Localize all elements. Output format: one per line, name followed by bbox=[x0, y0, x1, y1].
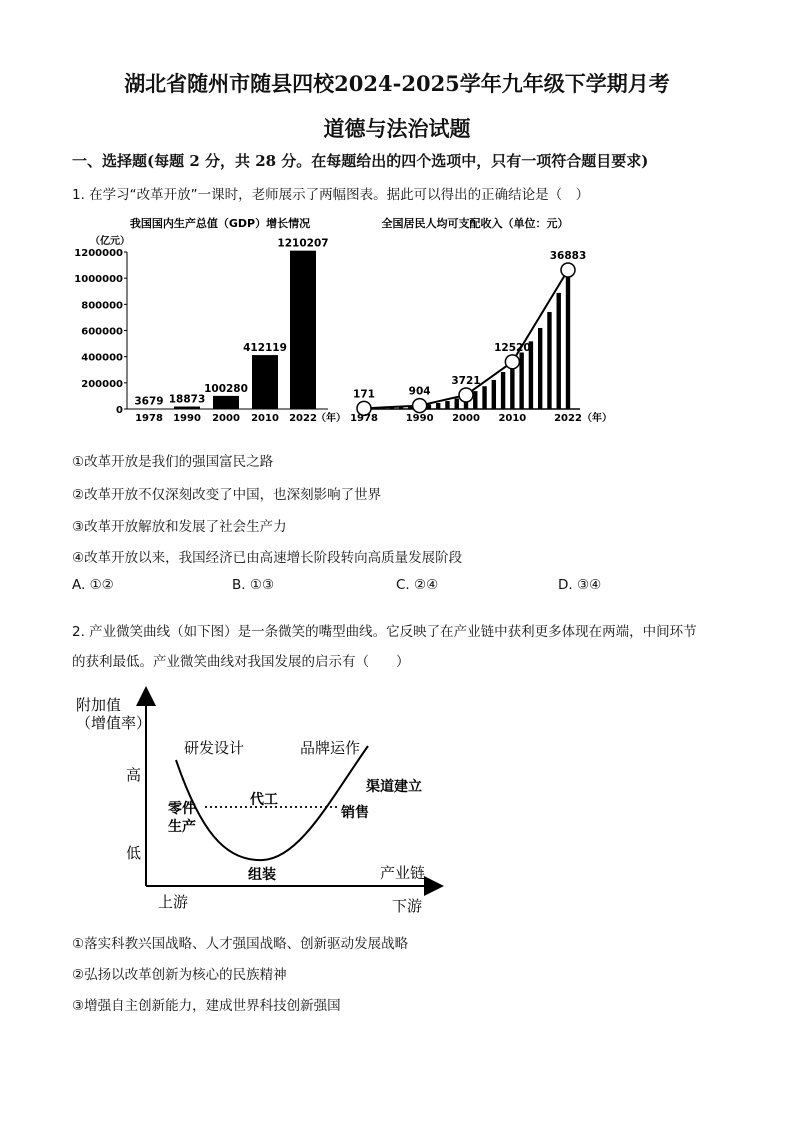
income-bar bbox=[482, 386, 486, 409]
income-bar bbox=[501, 372, 505, 409]
income-point-label: 36883 bbox=[549, 250, 587, 262]
income-point-marker bbox=[505, 355, 519, 369]
gdp-x-unit: （年） bbox=[316, 413, 346, 424]
gdp-x-tick-label: 2022 bbox=[289, 413, 317, 424]
brand-label: 品牌运作 bbox=[300, 739, 361, 757]
chain-axis-label: 产业链 bbox=[380, 864, 426, 882]
parts-label-1: 零件 bbox=[168, 801, 196, 817]
income-x-tick-label: 1978 bbox=[350, 413, 378, 424]
gdp-y-tick-label: 200000 bbox=[81, 378, 123, 390]
q1-option-a[interactable]: A. ①② bbox=[72, 577, 114, 593]
gdp-bar-chart bbox=[70, 210, 360, 430]
income-bar bbox=[519, 353, 523, 409]
gdp-bar-value-label: 412119 bbox=[243, 342, 287, 355]
income-bar bbox=[566, 270, 570, 409]
income-chart-title: 全国居民人均可支配收入（单位：元） bbox=[381, 217, 569, 230]
gdp-x-tick-label: 1990 bbox=[173, 413, 201, 424]
parts-label-2: 生产 bbox=[168, 819, 196, 835]
gdp-y-tick-label: 1000000 bbox=[74, 274, 123, 286]
income-bar bbox=[445, 401, 449, 409]
income-x-tick-label: 2022 bbox=[554, 413, 582, 424]
smile-curve-diagram bbox=[60, 680, 460, 920]
income-point-label: 12520 bbox=[494, 341, 531, 354]
income-bar bbox=[455, 398, 459, 409]
income-bar bbox=[547, 312, 551, 409]
income-bar bbox=[436, 403, 440, 409]
question-1-stem: 1. 在学习“改革开放”一课时，老师展示了两幅图表。据此可以得出的正确结论是（ ） bbox=[72, 187, 590, 203]
income-bar bbox=[473, 391, 477, 409]
upstream-label: 上游 bbox=[158, 893, 189, 911]
exam-title: 湖北省随州市随县四校2024-2025学年九年级下学期月考 bbox=[124, 71, 670, 96]
gdp-bar bbox=[213, 396, 239, 409]
exam-subtitle: 道德与法治试题 bbox=[323, 116, 471, 141]
question-2-stem-line-2: 的获利最低。产业微笑曲线对我国发展的启示有（ ） bbox=[72, 654, 410, 670]
income-x-tick-label: 2010 bbox=[498, 413, 527, 424]
gdp-x-tick-label: 2000 bbox=[212, 413, 240, 424]
gdp-bar bbox=[290, 251, 316, 409]
income-x-tick-label: 2000 bbox=[452, 413, 480, 424]
section-heading: 一、选择题(每题 2 分，共 28 分。在每题给出的四个选项中，只有一项符合题目要求) bbox=[72, 152, 649, 170]
income-x-unit: （年） bbox=[582, 413, 612, 424]
income-bar bbox=[557, 293, 561, 409]
q2-statement-3: ③增强自主创新能力，建成世界科技创新强国 bbox=[72, 998, 341, 1014]
oem-label: 代工 bbox=[250, 792, 278, 808]
y-axis-label-2: （增值率） bbox=[76, 714, 152, 732]
q2-statement-1: ①落实科教兴国战略、人才强国战略、创新驱动发展战略 bbox=[72, 936, 409, 952]
income-bar-chart bbox=[350, 210, 630, 430]
gdp-bar-value-label: 100280 bbox=[204, 382, 248, 395]
gdp-y-tick-label: 400000 bbox=[81, 352, 123, 364]
gdp-y-tick-label: 0 bbox=[116, 405, 123, 416]
channel-label: 渠道建立 bbox=[366, 779, 422, 795]
low-label: 低 bbox=[126, 844, 142, 862]
gdp-bar-value-label: 3679 bbox=[134, 395, 164, 408]
rd-label: 研发设计 bbox=[184, 739, 245, 757]
question-2-stem-line-1: 2. 产业微笑曲线（如下图）是一条微笑的嘴型曲线。它反映了在产业链中获利更多体现在两端，中间环节 bbox=[72, 624, 697, 640]
sales-label: 销售 bbox=[341, 805, 369, 821]
gdp-x-tick-label: 1978 bbox=[135, 413, 163, 424]
income-point-label: 171 bbox=[353, 388, 375, 401]
income-point-label: 904 bbox=[408, 385, 431, 398]
q1-statement-3: ③改革开放解放和发展了社会生产力 bbox=[72, 519, 287, 535]
q1-statement-1: ①改革开放是我们的强国富民之路 bbox=[72, 454, 274, 470]
gdp-bar bbox=[252, 355, 278, 409]
gdp-y-tick-label: 600000 bbox=[81, 326, 123, 338]
income-point-marker bbox=[413, 399, 427, 413]
gdp-y-tick-label: 800000 bbox=[81, 300, 123, 312]
income-bar bbox=[492, 380, 496, 409]
income-point-label: 3721 bbox=[451, 374, 481, 387]
income-bar bbox=[538, 328, 542, 409]
gdp-x-tick-label: 2010 bbox=[251, 413, 279, 424]
q2-statement-2: ②弘扬以改革创新为核心的民族精神 bbox=[72, 967, 287, 983]
gdp-y-tick-label: 1200000 bbox=[74, 248, 123, 259]
gdp-bar-value-label: 18873 bbox=[168, 393, 206, 406]
gdp-chart-title: 我国国内生产总值（GDP）增长情况 bbox=[129, 217, 311, 230]
q1-option-c[interactable]: C. ②④ bbox=[396, 577, 439, 593]
q1-statement-2: ②改革开放不仅深刻改变了中国，也深刻影响了世界 bbox=[72, 487, 382, 503]
income-x-tick-label: 1990 bbox=[405, 413, 434, 424]
income-point-marker bbox=[459, 388, 473, 402]
q1-option-d[interactable]: D. ③④ bbox=[558, 577, 602, 593]
assembly-label: 组装 bbox=[248, 867, 276, 883]
q1-statement-4: ④改革开放以来，我国经济已由高速增长阶段转向高质量发展阶段 bbox=[72, 550, 463, 566]
high-label: 高 bbox=[126, 766, 142, 784]
gdp-y-unit: （亿元） bbox=[90, 236, 130, 247]
gdp-bar-value-label: 1210207 bbox=[277, 237, 329, 250]
q1-option-b[interactable]: B. ①③ bbox=[232, 577, 275, 593]
downstream-label: 下游 bbox=[392, 897, 423, 915]
gdp-bar bbox=[174, 407, 200, 409]
income-point-marker bbox=[561, 263, 575, 277]
y-axis-label-1: 附加值 bbox=[76, 696, 122, 714]
